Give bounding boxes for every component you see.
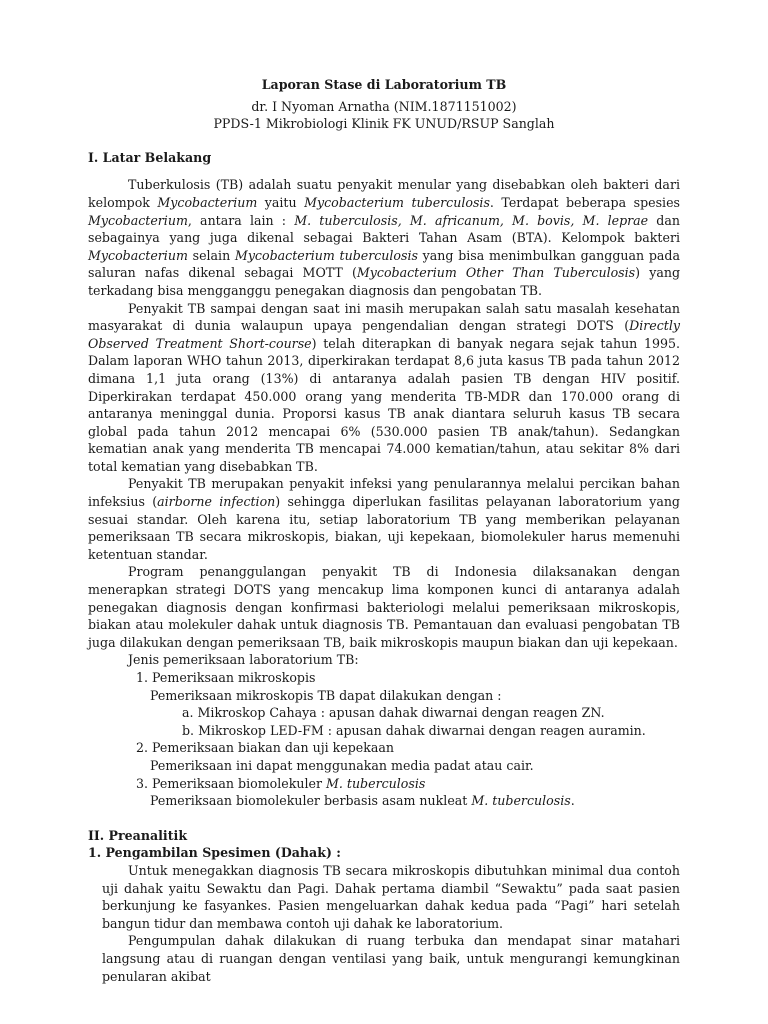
text-run: . [570, 793, 575, 809]
text-run: selain [187, 247, 235, 263]
text-run: Penyakit TB merupakan penyakit infeksi yang penularannya melalui percikan bahan infeksius ( [88, 476, 680, 510]
subheading-pengambilan-spesimen: 1. Pengambilan Spesimen (Dahak) : [88, 845, 341, 861]
italic-term: Mycobacterium [88, 212, 188, 228]
affiliation-line: PPDS-1 Mikrobiologi Klinik FK UNUD/RSUP Sanglah [213, 116, 555, 132]
text-run: dan sebagainya yang juga dikenal sebagai Bakteri Tahan Asam (BTA). Kelompok bakteri [88, 212, 680, 246]
text-run: , antara lain : [187, 212, 295, 228]
italic-term: airborne infection [157, 494, 276, 510]
paragraph-3 [88, 475, 680, 563]
list-item-3 [88, 775, 680, 793]
text-run: . Terdapat beberapa spesies [489, 194, 680, 210]
text-run: ) sehingga diperlukan fasilitas pelayanan laboratorium yang sesuai standar. Oleh karena itu, setiap laboratorium TB yang memberikan pelayanan pemeriksaan TB secara mikroskopis, biakan, uji kepekaan, biomolekuler harus memenuhi ketentuan standar. [88, 494, 680, 562]
italic-term: M. tuberculosis, M. africanum, M. bovis, M. leprae [294, 212, 649, 228]
section-heading-preanalitik: II. Preanalitik [88, 827, 188, 843]
text-run: Pemeriksaan biomolekuler berbasis asam nukleat [150, 793, 472, 809]
paragraph-4 [88, 563, 680, 651]
list-item-3-desc [88, 792, 680, 810]
text-run: 3. Pemeriksaan biomolekuler [136, 775, 326, 791]
text-run: Tuberkulosis (TB) adalah suatu penyakit menular yang disebabkan oleh bakteri dari kelompok [88, 177, 680, 210]
list-item-2: 2. Pemeriksaan biakan dan uji kepekaan [136, 740, 394, 756]
list-item-1-b: b. Mikroskop LED-FM : apusan dahak diwarnai dengan reagen auramin. [182, 722, 646, 738]
list-item-1: 1. Pemeriksaan mikroskopis [136, 670, 316, 685]
list-item-2-desc: Pemeriksaan ini dapat menggunakan media padat atau cair. [150, 757, 534, 773]
text-run: ) yang terkadang bisa mengganggu penegakan diagnosis dan pengobatan TB. [88, 265, 681, 298]
paragraph-6: Pengumpulan dahak dilakukan di ruang terbuka dan mendapat sinar matahari langsung atau di ruangan dengan ventilasi yang baik, untuk mengurangi kemungkinan penularan akibat [102, 933, 680, 984]
italic-term: Mycobacterium Other Than Tuberculosis [356, 265, 636, 281]
italic-term: M. tuberculosis [325, 775, 426, 791]
paragraph-2 [88, 300, 680, 476]
italic-term: Mycobacterium [157, 194, 258, 210]
list-item-1-a: a. Mikroskop Cahaya : apusan dahak diwarnai dengan reagen ZN. [182, 705, 605, 721]
list-intro: Jenis pemeriksaan laboratorium TB: [128, 652, 359, 668]
text-run: Program penanggulangan penyakit TB di Indonesia dilaksanakan dengan menerapkan strategi DOTS yang mencakup lima komponen kunci di antaranya adalah penegakan diagnosis dengan konfirmasi bakteriologi melalui pemeriksaan mikroskopis, biakan atau molekuler dahak untuk diagnosis TB. Pemantauan dan evaluasi pengobatan TB juga dilakukan dengan pemeriksaan TB, baik mikroskopis maupun biakan dan uji kepekaan. [88, 564, 680, 650]
paragraph-1 [88, 176, 680, 299]
paragraph-5: Untuk menegakkan diagnosis TB secara mikroskopis dibutuhkan minimal dua contoh uji dahak yaitu Sewaktu dan Pagi. Dahak pertama diambil “Sewaktu” pada saat pasien berkunjung ke fasyankes. Pasien mengeluarkan dahak kedua pada “Pagi” hari setelah bangun tidur dan membawa contoh uji dahak ke laboratorium. [102, 862, 680, 931]
text-run: Penyakit TB sampai dengan saat ini masih merupakan salah satu masalah kesehatan masyarakat di dunia walaupun upaya pengendalian dengan strategi DOTS ( [88, 300, 680, 334]
author-line: dr. I Nyoman Arnatha (NIM.1871151002) [251, 98, 517, 114]
list-item-1-desc: Pemeriksaan mikroskopis TB dapat dilakukan dengan : [150, 687, 502, 703]
italic-term: Mycobacterium [88, 247, 188, 263]
italic-term: Mycobacterium tuberculosis [234, 247, 418, 263]
section-heading-latar-belakang: I. Latar Belakang [88, 149, 212, 165]
text-run: ) telah diterapkan di banyak negara sejak tahun 1995. Dalam laporan WHO tahun 2013, diperkirakan terdapat 8,6 juta kasus TB pada tahun 2012 dimana 1,1 juta orang (13%) di antaranya adalah pasien TB dengan HIV positif. Diperkirakan terdapat 450.000 orang yang menderita TB-MDR dan 170.000 orang di antaranya meninggal dunia. Proporsi kasus TB anak diantara seluruh kasus TB secara global pada tahun 2012 mencapai 6% (530.000 pasien TB anak/tahun). Sedangkan kematian anak yang menderita TB mencapai 74.000 kematian/tahun, atau sekitar 8% dari total kematian yang disebabkan TB. [88, 335, 680, 474]
text-run: yang bisa menimbulkan gangguan pada saluran nafas dikenal sebagai MOTT ( [88, 247, 680, 281]
italic-term: Mycobacterium tuberculosis [304, 194, 490, 210]
text-run: yaitu [257, 194, 305, 210]
italic-term: M. tuberculosis [471, 793, 571, 809]
italic-term: Directly Observed Treatment Short-course [88, 318, 680, 351]
document-title: Laporan Stase di Laboratorium TB [261, 77, 507, 92]
